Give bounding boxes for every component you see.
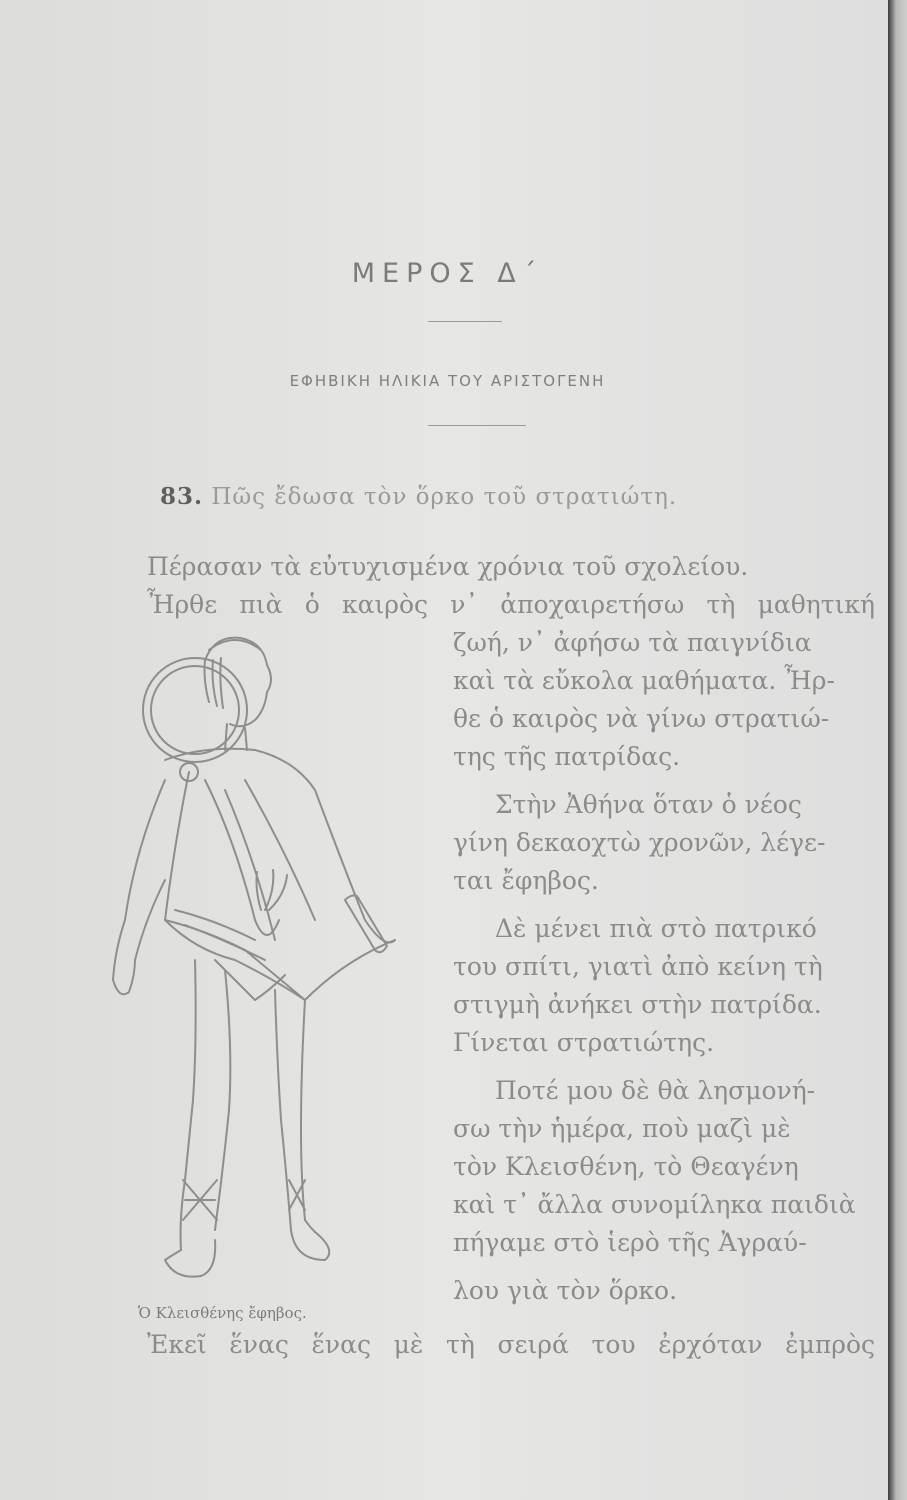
- section-heading: [160, 483, 677, 510]
- subtitle: ΕΦΗΒΙΚΗ ΗΛΙΚΙΑ ΤΟΥ ΑΡΙΣΤΟΓΕΝΗ: [289, 372, 606, 390]
- text-line: της τῆς πατρίδας.: [453, 742, 681, 771]
- part-title: ΜΕΡΟΣ Δ΄: [351, 258, 544, 289]
- page-spine-edge: [888, 0, 907, 1500]
- title-rule-bottom: [428, 425, 526, 426]
- text-line: Γίνεται στρατιώτης.: [453, 1028, 715, 1057]
- text-line: Δὲ μένει πιὰ στὸ πατρικό: [495, 914, 817, 943]
- section-number: 83.: [160, 483, 204, 510]
- title-rule-top: [428, 321, 502, 322]
- text-line: σω τὴν ἡμέρα, ποὺ μαζὶ μὲ: [453, 1114, 791, 1143]
- text-line: Στὴν Ἀθήνα ὅταν ὁ νέος: [495, 790, 802, 819]
- text-line: πήγαμε στὸ ἱερὸ τῆς Ἀγραύ-: [453, 1228, 807, 1257]
- text-line: στιγμὴ ἀνήκει στὴν πατρίδα.: [453, 990, 822, 1019]
- text-line: Πέρασαν τὰ εὐτυχισμένα χρόνια τοῦ σχολείου.: [147, 552, 749, 581]
- text-line: ζωή, ν᾿ ἀφήσω τὰ παιγνίδια: [453, 628, 812, 657]
- figure-caption: Ὁ Κλεισθένης ἔφηβος.: [138, 1304, 307, 1322]
- ephebe-illustration-icon: [105, 620, 435, 1300]
- text-line: ται ἔφηβος.: [453, 866, 599, 895]
- text-line: καὶ τ᾿ ἄλλα συνομίληκα παιδιὰ: [453, 1190, 856, 1219]
- text-line: Ἦρθε πιὰ ὁ καιρὸς ν᾿ ἀποχαιρετήσω τὴ μαθητική: [147, 590, 875, 619]
- text-line: του σπίτι, γιατὶ ἀπὸ κείνη τὴ: [453, 952, 823, 981]
- text-line: Ποτέ μου δὲ θὰ λησμονή-: [495, 1076, 816, 1105]
- text-line: καὶ τὰ εὔκολα μαθήματα. Ἦρ-: [453, 666, 835, 695]
- text-line: τὸν Κλεισθένη, τὸ Θεαγένη: [453, 1152, 799, 1181]
- section-title: Πῶς ἔδωσα τὸν ὅρκο τοῦ στρατιώτη.: [211, 484, 678, 510]
- text-line: γίνη δεκαοχτὼ χρονῶν, λέγε-: [453, 828, 826, 857]
- text-line: Ἐκεῖ ἕνας ἕνας μὲ τὴ σειρά του ἐρχόταν ἐμπρὸς: [147, 1330, 875, 1359]
- text-line: λου γιὰ τὸν ὅρκο.: [453, 1276, 678, 1305]
- text-line: θε ὁ καιρὸς νὰ γίνω στρατιώ-: [453, 704, 830, 733]
